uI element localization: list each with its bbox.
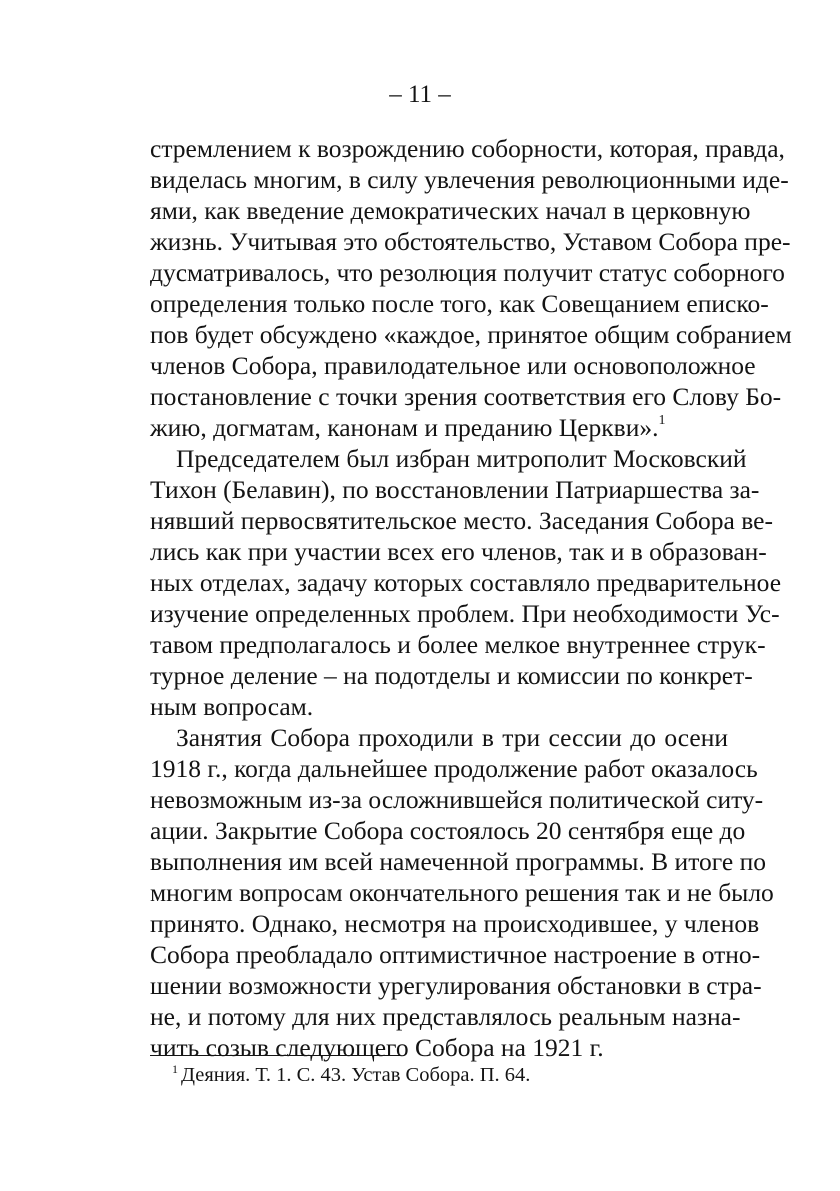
text-line: невозможным из-за осложнившейся политической ситу- — [150, 785, 764, 814]
footnote-mark: 1 — [172, 1062, 178, 1076]
text-line: нявший первосвятительское место. Заседания Собора ве- — [150, 506, 773, 535]
text-line: чить созыв следующего Собора на 1921 г. — [150, 1033, 604, 1062]
text-line: ями, как введение демократических начал в церковную — [150, 196, 751, 225]
footnote — [172, 1062, 530, 1088]
text-line: Тихон (Белавин), по восстановлении Патриаршества за- — [150, 475, 760, 504]
text-line: стремлением к возрождению соборности, которая, правда, — [150, 134, 785, 163]
text-line: ным вопросам. — [150, 692, 314, 721]
footnote-reference: 1 — [658, 413, 666, 428]
footnote-text: Деяния. Т. 1. С. 43. Устав Собора. П. 64. — [181, 1064, 531, 1086]
text-line — [150, 412, 728, 443]
text-line: принято. Однако, несмотря на происходившее, у членов — [150, 909, 760, 938]
text-line: лись как при участии всех его членов, так и в образован- — [150, 537, 767, 566]
text-line: изучение определенных проблем. При необходимости Ус- — [150, 599, 780, 628]
text-line-content: жию, догматам, канонам и преданию Церкви». — [150, 413, 659, 442]
text-line: турное деление – на подотделы и комиссии по конкрет- — [150, 661, 753, 690]
text-line: 1918 г., когда дальнейшее продолжение работ оказалось — [150, 754, 758, 783]
text-line: членов Собора, правилодательное или основоположное — [150, 351, 756, 380]
text-line: постановление с точки зрения соответствия его Слову Бо- — [150, 382, 782, 411]
text-line: Собора преобладало оптимистичное настроение в отно- — [150, 940, 761, 969]
text-line: шении возможности урегулирования обстановки в стра- — [150, 971, 762, 1000]
text-line: виделась многим, в силу увлечения революционными иде- — [150, 165, 789, 194]
text-line: ации. Закрытие Собора состоялось 20 сентября еще до — [150, 816, 746, 845]
text-line: многим вопросам окончательного решения так и не было — [150, 878, 774, 907]
page-number: – 11 – — [389, 81, 451, 108]
paragraph-first-line: Занятия Собора проходили в три сессии до осени — [176, 723, 728, 752]
paragraph-first-line: Председателем был избран митрополит Московский — [176, 444, 747, 473]
text-line: жизнь. Учитывая это обстоятельство, Уставом Собора пре- — [150, 227, 791, 256]
text-line: не, и потому для них представлялось реальным назна- — [150, 1002, 741, 1031]
footnote-divider — [150, 1055, 400, 1056]
text-line: дусматривалось, что резолюция получит статус соборного — [150, 258, 785, 287]
text-line: определения только после того, как Совещанием еписко- — [150, 289, 769, 318]
text-line: пов будет обсуждено «каждое, принятое общим собранием — [150, 320, 792, 349]
text-line: выполнения им всей намеченной программы. В итоге по — [150, 847, 766, 876]
text-line: ных отделах, задачу которых составляло предварительное — [150, 568, 782, 597]
text-line: тавом предполагалось и более мелкое внутреннее струк- — [150, 630, 766, 659]
